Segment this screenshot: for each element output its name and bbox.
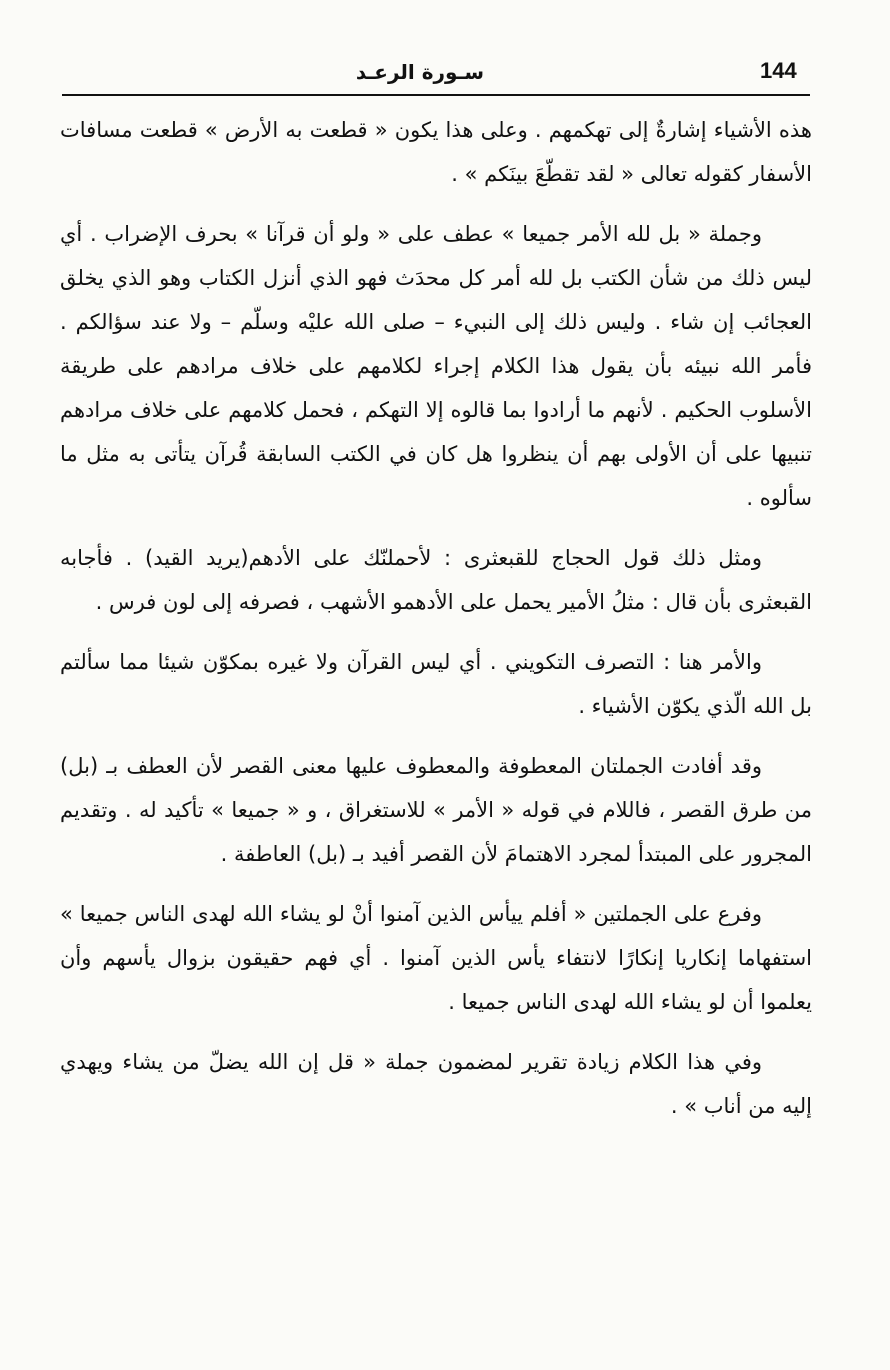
paragraph-5: وقد أفادت الجملتان المعطوفة والمعطوف عليها معنى القصر لأن العطف بـ (بل) من طرق القصر ، فاللام في قوله « الأمر » للاستغراق ، و « جميعا » تأكيد له . وتقديم المجرور على المبتدأ لمجرد الاهتمامَ لأن القصر أفيد بـ (بل) العاطفة . — [60, 754, 812, 866]
page-number: 144 — [760, 58, 797, 83]
paragraph-3: ومثل ذلك قول الحجاج للقبعثرى : لأحملنّك على الأدهم(يريد القيد) . فأجابه القبعثرى بأن قال : مثلُ الأمير يحمل على الأدهمو الأشهب ، فصرفه إلى لون فرس . — [60, 546, 812, 614]
running-head-title: سـورة الرعـد — [355, 60, 485, 84]
paragraph-4: والأمر هنا : التصرف التكويني . أي ليس القرآن ولا غيره بمكوّن شيئا مما سألتم بل الله الّذي يكوّن الأشياء . — [60, 650, 812, 718]
paragraph-2: وجملة « بل لله الأمر جميعا » عطف على « ولو أن قرآنا » بحرف الإضراب . أي ليس ذلك من شأن الكتب بل لله أمر كل محدَث فهو الذي أنزل الكتاب وهو الذي يخلق العجائب إن شاء . وليس ذلك إلى النبيء – صلى الله عليْه وسلّم – ولا عند سؤالكم . فأمر الله نبيئه بأن يقول هذا الكلام إجراء لكلامهم على خلاف مرادهم على طريقة الأسلوب الحكيم . لأنهم ما أرادوا بما قالوه إلا التهكم ، فحمل كلامهم على خلاف مرادهم تنبيها على أن الأولى بهم أن ينظروا هل كان في الكتب السابقة قُرآن يتأتى به مثل ما سألوه . — [60, 222, 812, 510]
body-text — [60, 108, 812, 1128]
header-rule — [62, 94, 810, 96]
paragraph-7: وفي هذا الكلام زيادة تقرير لمضمون جملة « قل إن الله يضلّ من يشاء ويهدي إليه من أناب » . — [60, 1050, 812, 1118]
paragraph-1: هذه الأشياء إشارةٌ إلى تهكمهم . وعلى هذا يكون « قطعت به الأرض » قطعت مسافات الأسفار كقوله تعالى « لقد تقطّعَ بينَكم » . — [60, 118, 812, 186]
paragraph-6: وفرع على الجملتين « أفلم ييأس الذين آمنوا أنْ لو يشاء الله لهدى الناس جميعا » استفهاما إنكاريا إنكارًا لانتفاء يأس الذين آمنوا . أي فهم حقيقون بزوال يأسهم وأن يعلموا أن لو يشاء الله لهدى الناس جميعا . — [60, 902, 812, 1014]
